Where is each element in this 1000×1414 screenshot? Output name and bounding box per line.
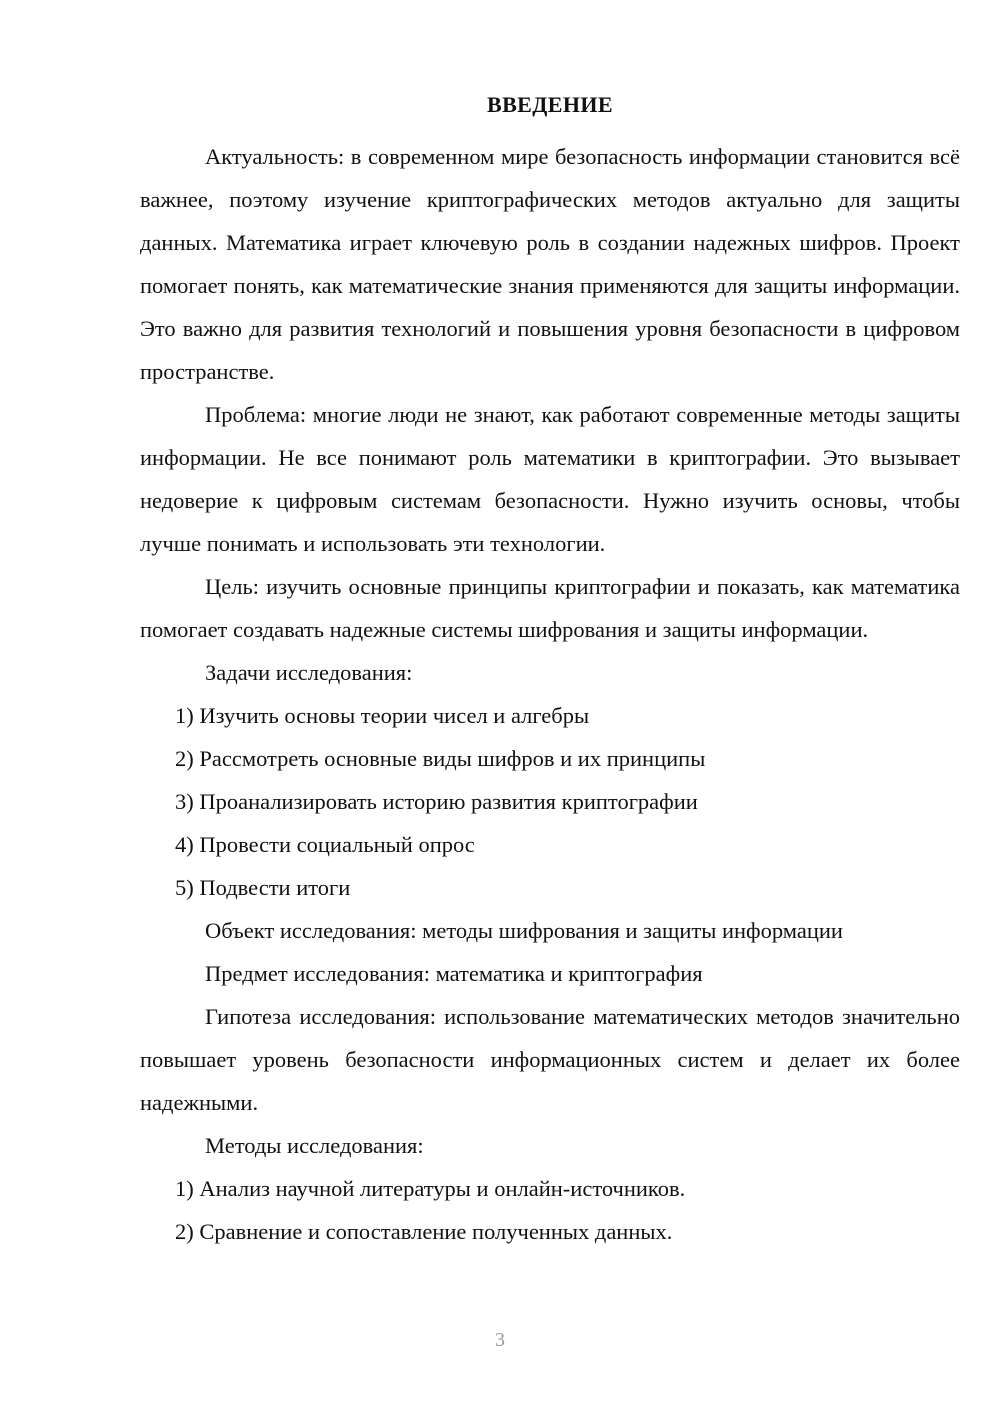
paragraph: Методы исследования: xyxy=(205,1133,424,1158)
page-title: ВВЕДЕНИЕ xyxy=(487,92,613,117)
list-item: 5) Подвести итоги xyxy=(175,875,351,900)
paragraph: Объект исследования: методы шифрования и защиты информации xyxy=(205,918,843,943)
page-content xyxy=(140,88,960,1253)
paragraph: Проблема: многие люди не знают, как работают современные методы защиты информации. Не все понимают роль математики в криптографии. Это вызывает недоверие к цифровым системам безопасности. Нужно изучить основы, чтобы лучше понимать и использовать эти технологии. xyxy=(140,402,960,556)
paragraph: Предмет исследования: математика и криптография xyxy=(205,961,703,986)
document-body xyxy=(140,135,960,1253)
list-item: 1) Изучить основы теории чисел и алгебры xyxy=(175,703,590,728)
list-item: 4) Провести социальный опрос xyxy=(175,832,475,857)
list-item: 1) Анализ научной литературы и онлайн-источников. xyxy=(175,1176,686,1201)
paragraph: Цель: изучить основные принципы криптографии и показать, как математика помогает создавать надежные системы шифрования и защиты информации. xyxy=(140,574,960,642)
paragraph: Актуальность: в современном мире безопасность информации становится всё важнее, поэтому изучение криптографических методов актуально для защиты данных. Математика играет ключевую роль в создании надежных шифров. Проект помогает понять, как математические знания применяются для защиты информации. Это важно для развития технологий и повышения уровня безопасности в цифровом пространстве. xyxy=(140,144,960,384)
page-number: 3 xyxy=(495,1329,505,1351)
list-item: 2) Сравнение и сопоставление полученных данных. xyxy=(175,1219,673,1244)
paragraph: Задачи исследования: xyxy=(205,660,413,685)
list-item: 2) Рассмотреть основные виды шифров и их принципы xyxy=(175,746,706,771)
paragraph: Гипотеза исследования: использование математических методов значительно повышает уровень безопасности информационных систем и делает их более надежными. xyxy=(140,1004,960,1115)
list-item: 3) Проанализировать историю развития криптографии xyxy=(175,789,698,814)
